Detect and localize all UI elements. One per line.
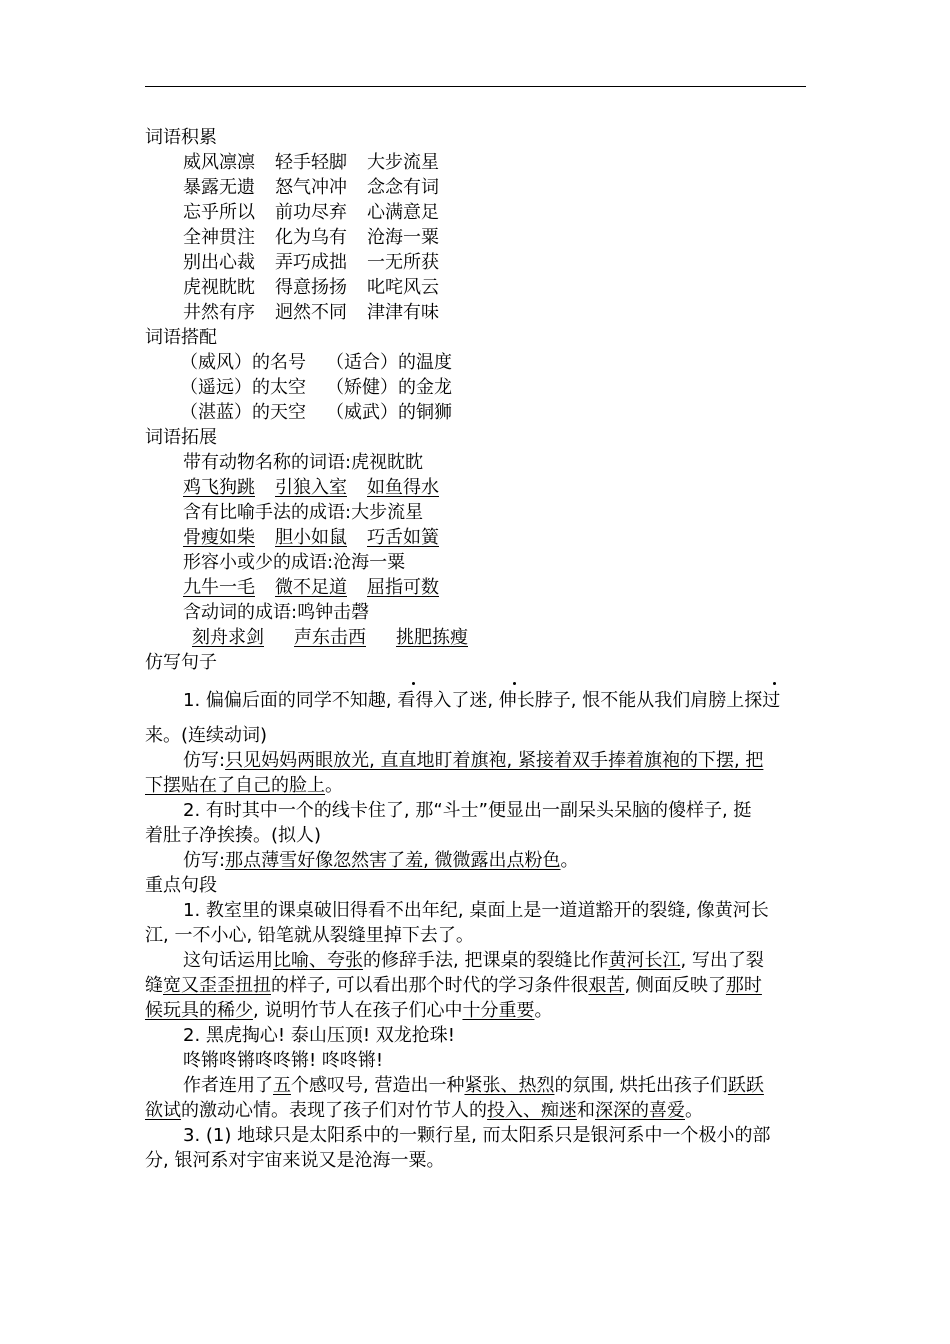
heading-key-passages: 重点句段 — [145, 875, 217, 896]
heading-word-collocation: 词语搭配 — [145, 327, 217, 348]
idiom-row: 忘乎所以 前功尽弃 心满意足 — [183, 202, 439, 223]
passage-1-line-2: 江, 一不小心, 铅笔就从裂缝里掉下去了。 — [145, 925, 474, 946]
analysis-2-line-2: 欲试的激动心情。表现了孩子们对竹节人的投入、痴迷和深深的喜爱。 — [145, 1100, 703, 1121]
imitation-1-line-2: 下摆贴在了自己的脸上。 — [145, 775, 343, 796]
imitation-2: 仿写:那点薄雪好像忽然害了羞, 微微露出点粉色。 — [183, 850, 579, 871]
idiom-row: 别出心裁 弄巧成拙 一无所获 — [183, 252, 439, 273]
heading-word-extension: 词语拓展 — [145, 427, 217, 448]
extension-answers: 九牛一毛 微不足道 屈指可数 — [183, 577, 439, 598]
collocation-row: （威风）的名号 （适合）的温度 — [180, 352, 452, 373]
emphasis-dot — [773, 682, 776, 685]
extension-answers: 刻舟求剑 声东击西 挑肥拣瘦 — [192, 627, 468, 648]
analysis-2-line-1: 作者连用了五个感叹号, 营造出一种紧张、热烈的氛围, 烘托出孩子们跃跃 — [183, 1075, 764, 1096]
sentence-1-line-1: 1. 偏偏后面的同学不知趣, 看得入了迷, 伸长脖子, 恨不能从我们肩膀上探过 — [183, 690, 781, 711]
heading-word-accumulation: 词语积累 — [145, 127, 217, 148]
extension-answers: 骨瘦如柴 胆小如鼠 巧舌如簧 — [183, 527, 439, 548]
header-rule — [145, 86, 806, 87]
idiom-row: 全神贯注 化为乌有 沧海一粟 — [183, 227, 439, 248]
idiom-row: 暴露无遗 怒气冲冲 念念有词 — [183, 177, 439, 198]
extension-title: 含动词的成语:鸣钟击磬 — [183, 602, 370, 623]
passage-2-line-2: 咚锵咚锵咚咚锵! 咚咚锵! — [183, 1050, 384, 1071]
sentence-2-line-1: 2. 有时其中一个的线卡住了, 那“斗士”便显出一副呆头呆脑的傻样子, 挺 — [183, 800, 752, 821]
passage-2-line-1: 2. 黑虎掏心! 泰山压顶! 双龙抢珠! — [183, 1025, 455, 1046]
idiom-row: 井然有序 迥然不同 津津有味 — [183, 302, 439, 323]
passage-1-line-1: 1. 教室里的课桌破旧得看不出年纪, 桌面上是一道道豁开的裂缝, 像黄河长 — [183, 900, 769, 921]
extension-title: 含有比喻手法的成语:大步流星 — [183, 502, 424, 523]
extension-title: 形容小或少的成语:沧海一粟 — [183, 552, 406, 573]
heading-sentence-imitation: 仿写句子 — [145, 652, 217, 673]
extension-answers: 鸡飞狗跳 引狼入室 如鱼得水 — [183, 477, 439, 498]
analysis-1-line-2: 缝宽又歪歪扭扭的样子, 可以看出那个时代的学习条件很艰苦, 侧面反映了那时 — [145, 975, 762, 996]
emphasis-dot — [513, 682, 516, 685]
idiom-row: 虎视眈眈 得意扬扬 叱咤风云 — [183, 277, 439, 298]
passage-3-line-2: 分, 银河系对宇宙来说又是沧海一粟。 — [145, 1150, 445, 1171]
collocation-row: （遥远）的太空 （矫健）的金龙 — [180, 377, 452, 398]
sentence-1-line-2: 来。(连续动词) — [145, 725, 268, 746]
emphasis-dot — [412, 682, 415, 685]
idiom-row: 威风凛凛 轻手轻脚 大步流星 — [183, 152, 439, 173]
analysis-1-line-3: 候玩具的稀少, 说明竹节人在孩子们心中十分重要。 — [145, 1000, 553, 1021]
passage-3-line-1: 3. (1) 地球只是太阳系中的一颗行星, 而太阳系只是银河系中一个极小的部 — [183, 1125, 771, 1146]
collocation-row: （湛蓝）的天空 （威武）的铜狮 — [180, 402, 452, 423]
imitation-1-line-1: 仿写:只见妈妈两眼放光, 直直地盯着旗袍, 紧接着双手捧着旗袍的下摆, 把 — [183, 750, 764, 771]
extension-title: 带有动物名称的词语:虎视眈眈 — [183, 452, 424, 473]
analysis-1-line-1: 这句话运用比喻、夸张的修辞手法, 把课桌的裂缝比作黄河长江, 写出了裂 — [183, 950, 764, 971]
sentence-2-line-2: 着肚子净挨揍。(拟人) — [145, 825, 322, 846]
